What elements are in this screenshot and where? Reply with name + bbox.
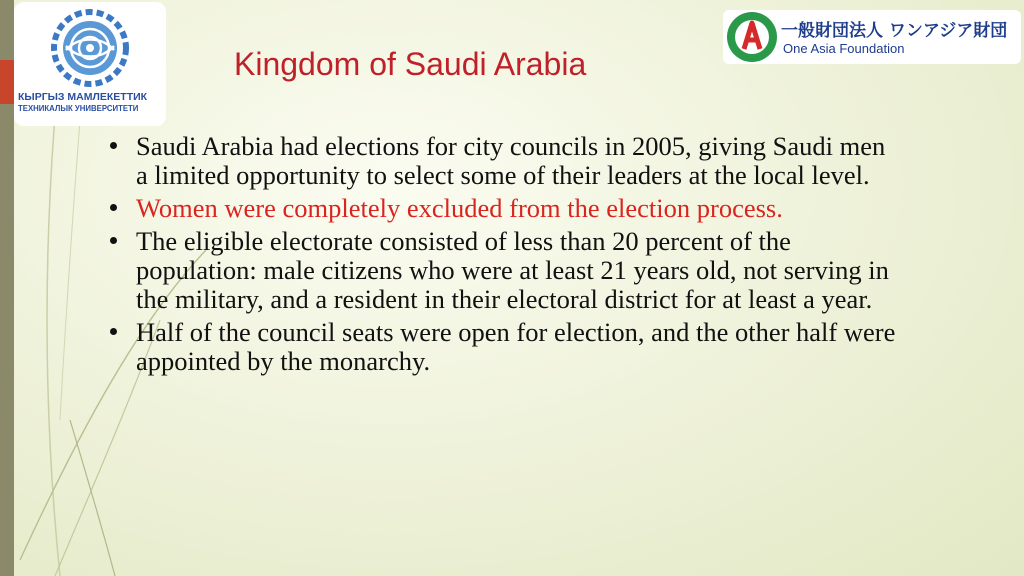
bullet-text: Saudi Arabia had elections for city councils in 2005, giving Saudi men a limited opportunity to select some of their leaders at the local level. xyxy=(136,131,886,190)
one-asia-foundation-emblem-icon xyxy=(725,10,779,64)
foundation-name-english: One Asia Foundation xyxy=(783,41,905,56)
kstu-emblem-icon xyxy=(14,2,166,94)
bullet-dot-icon xyxy=(110,204,117,211)
bullet-item xyxy=(108,318,898,376)
bullet-item xyxy=(108,227,898,314)
university-name-line2: ТЕХНИКАЛЫК УНИВЕРСИТЕТИ xyxy=(18,104,139,113)
bullet-text: Women were completely excluded from the election process. xyxy=(136,193,783,223)
bullet-dot-icon xyxy=(110,142,117,149)
bullet-item-highlighted xyxy=(108,194,898,223)
bullet-text: The eligible electorate consisted of less than 20 percent of the population: male citizens who were at least 21 years old, not serving in the military, and a resident in their electoral district for at least a year. xyxy=(136,226,889,314)
bullet-item xyxy=(108,132,898,190)
bullet-text: Half of the council seats were open for election, and the other half were appointed by the monarchy. xyxy=(136,317,896,376)
foundation-logo xyxy=(723,10,1021,64)
foundation-name-japanese: 一般財団法人 ワンアジア財団 xyxy=(781,21,1008,41)
university-name xyxy=(18,92,164,114)
university-name-line1: КЫРГЫЗ МАМЛЕКЕТТИК xyxy=(18,91,148,103)
university-logo xyxy=(14,2,166,126)
slide-title: Kingdom of Saudi Arabia xyxy=(234,46,587,82)
bullet-dot-icon xyxy=(110,237,117,244)
bullet-dot-icon xyxy=(110,328,117,335)
bullet-list xyxy=(108,132,898,380)
